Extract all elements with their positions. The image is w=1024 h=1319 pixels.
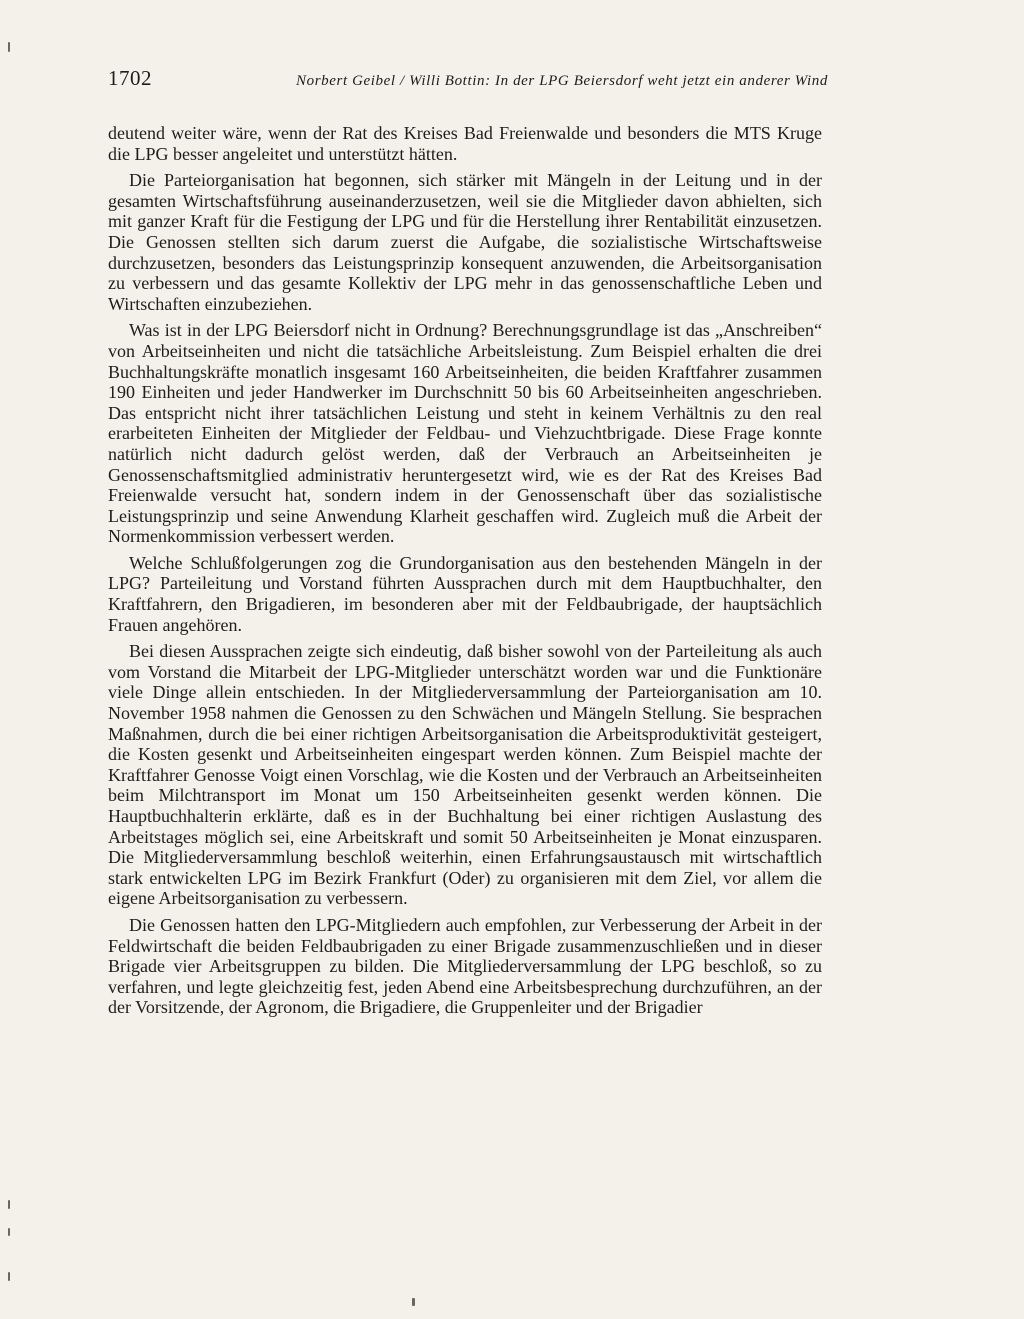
paragraph: Was ist in der LPG Beiersdorf nicht in Ordnung? Berechnungsgrundlage ist das „Anschreiben“ von Arbeitseinheiten und nicht die tatsächliche Arbeitsleistung. Zum Beispiel erhalten die drei Buchhaltungskräfte monatlich insgesamt 160 Arbeitseinheiten, die beiden Kraftfahrer zusammen 190 Einheiten und jeder Handwerker im Durchschnitt 50 bis 60 Arbeitseinheiten angeschrieben. Das entspricht nicht ihrer tatsächlichen Leistung und steht in keinem Verhältnis zu den real erarbeiteten Einheiten der Mitglieder der Feldbau- und Viehzuchtbrigade. Diese Frage konnte natürlich nicht dadurch gelöst werden, daß der Verbrauch an Arbeitseinheiten je Genossenschaftsmitglied administrativ heruntergesetzt wird, wie es der Rat des Kreises Bad Freienwalde versucht hat, sondern indem in der Genossenschaft über das sozialistische Leistungsprinzip und seine Anwendung Klarheit geschaffen wird. Zugleich muß die Arbeit der Normenkommission verbessert werden. (108, 320, 822, 547)
paragraph: Welche Schlußfolgerungen zog die Grundorganisation aus den bestehenden Mängeln in der LPG? Parteileitung und Vorstand führten Aussprachen durch mit dem Hauptbuchhalter, den Kraftfahrern, den Brigadieren, im besonderen aber mit der Feldbaubrigade, der hauptsächlich Frauen angehören. (108, 552, 822, 635)
scan-speck (8, 1272, 10, 1281)
page-header (108, 66, 828, 96)
scan-speck (412, 1298, 415, 1306)
scan-speck (8, 1200, 10, 1209)
page-number: 1702 (108, 66, 152, 90)
running-head: Norbert Geibel / Willi Bottin: In der LPG Beiersdorf weht jetzt ein anderer Wind (296, 73, 828, 89)
paragraph: Die Parteiorganisation hat begonnen, sich stärker mit Mängeln in der Leitung und in der gesamten Wirtschaftsführung auseinanderzusetzen, weil sie die Mitglieder davon abhielten, sich mit ganzer Kraft für die Festigung der LPG und für die Herstellung ihrer Rentabilität einzusetzen. Die Genossen stellten sich darum zuerst die Aufgabe, die sozialistische Wirtschaftsweise durchzusetzen, besonders das Leistungsprinzip konsequent anzuwenden, die Arbeitsorganisation zu verbessern und das gesamte Kollektiv der LPG mehr in das genossenschaftliche Leben und Wirtschaften einzubeziehen. (108, 170, 822, 314)
scan-speck (8, 42, 10, 52)
paragraph-continued: deutend weiter wäre, wenn der Rat des Kreises Bad Freienwalde und besonders die MTS Kruge die LPG besser angeleitet und unterstützt hätten. (108, 123, 822, 164)
scan-speck (8, 1228, 10, 1236)
body-text (108, 123, 822, 1024)
paragraph: Bei diesen Aussprachen zeigte sich eindeutig, daß bisher sowohl von der Parteileitung als auch vom Vorstand die Mitarbeit der LPG-Mitglieder unterschätzt worden war und die Funktionäre viele Dinge allein entschieden. In der Mitgliederversammlung der Parteiorganisation am 10. November 1958 nahmen die Genossen zu den Schwächen und Mängeln Stellung. Sie besprachen Maßnahmen, durch die bei einer richtigen Arbeitsorganisation die Arbeitsproduktivität gesteigert, die Kosten gesenkt und Arbeitseinheiten eingespart werden können. Zum Beispiel machte der Kraftfahrer Genosse Voigt einen Vorschlag, wie die Kosten und der Verbrauch an Arbeitseinheiten beim Milchtransport im Monat um 150 Arbeitseinheiten gesenkt werden können. Die Hauptbuchhalterin erklärte, daß es in der Buchhaltung bei einer richtigen Auslastung des Arbeitstages möglich sei, eine Arbeitskraft und somit 50 Arbeitseinheiten je Monat einzusparen. Die Mitgliederversammlung beschloß weiterhin, einen Erfahrungsaustausch mit wirtschaftlich stark entwickelten LPG im Bezirk Frankfurt (Oder) zu organisieren mit dem Ziel, vor allem die eigene Arbeitsorganisation zu verbessern. (108, 641, 822, 909)
paragraph: Die Genossen hatten den LPG-Mitgliedern auch empfohlen, zur Verbesserung der Arbeit in der Feldwirtschaft die beiden Feldbaubrigaden zu einer Brigade zusammenzuschließen und in dieser Brigade vier Arbeitsgruppen zu bilden. Die Mitgliederversammlung der LPG beschloß, so zu verfahren, und legte gleichzeitig fest, jeden Abend eine Arbeitsbesprechung durchzuführen, an der der Vorsitzende, der Agronom, die Brigadiere, die Gruppenleiter und der Brigadier (108, 914, 822, 1018)
